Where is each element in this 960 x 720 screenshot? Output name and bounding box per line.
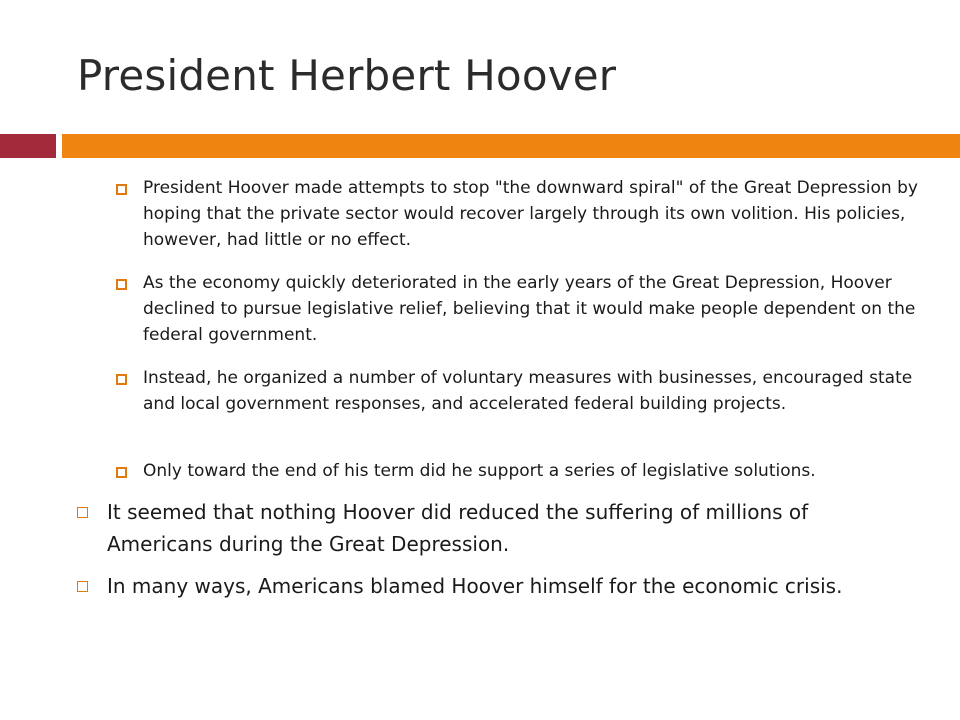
square-bullet-icon xyxy=(116,184,127,195)
sub-bullet-text: As the economy quickly deteriorated in the early years of the Great Depression, Hoover declined to pursue legislative relief, believing that it would make people dependent on the federal government. xyxy=(143,273,916,345)
sub-bullet-text: President Hoover made attempts to stop "the downward spiral" of the Great Depression by hoping that the private sector would recover largely through its own volition. His policies, however, had little or no effect. xyxy=(143,178,918,250)
slide-title: President Herbert Hoover xyxy=(77,51,617,100)
hollow-square-bullet-icon xyxy=(77,581,88,592)
square-bullet-icon xyxy=(116,467,127,478)
bullet-fill xyxy=(120,471,124,475)
bullet-fill xyxy=(120,188,124,192)
bullet-fill xyxy=(120,283,124,287)
main-bullet-text: In many ways, Americans blamed Hoover himself for the economic crisis. xyxy=(107,574,843,598)
hollow-square-bullet-icon xyxy=(77,507,88,518)
square-bullet-icon xyxy=(116,279,127,290)
sub-bullet-text: Only toward the end of his term did he support a series of legislative solutions. xyxy=(143,461,816,481)
sub-bullet-text: Instead, he organized a number of voluntary measures with businesses, encouraged state and local government responses, and accelerated federal building projects. xyxy=(143,368,913,414)
accent-bar-left xyxy=(0,134,56,158)
main-bullet-text: It seemed that nothing Hoover did reduced the suffering of millions of Americans during the Great Depression. xyxy=(107,500,809,556)
accent-bar-right xyxy=(62,134,960,158)
bullet-fill xyxy=(120,378,124,382)
square-bullet-icon xyxy=(116,374,127,385)
